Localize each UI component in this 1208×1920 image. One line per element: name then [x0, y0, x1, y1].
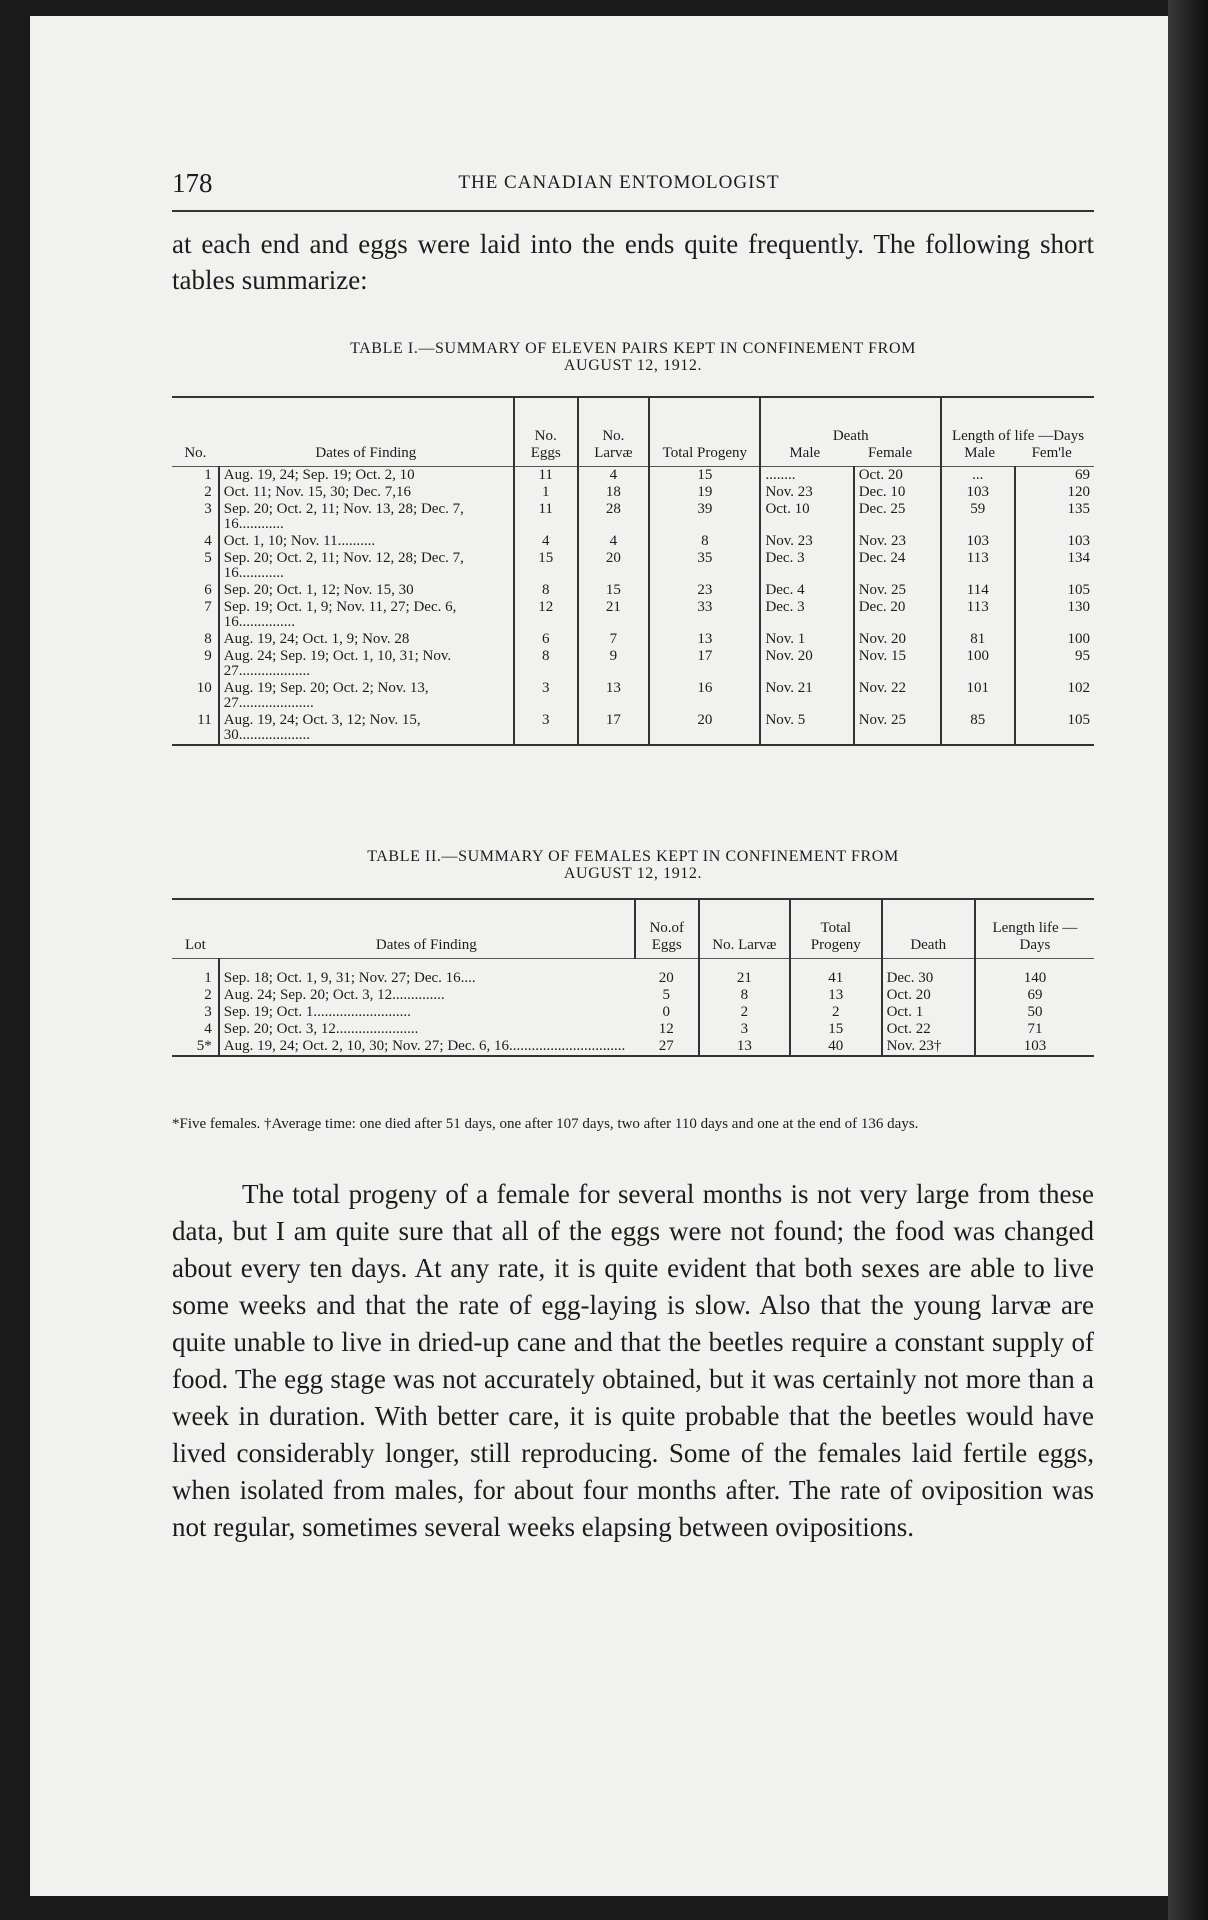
- table1-caption-line1: TABLE I.—SUMMARY OF ELEVEN PAIRS KEPT IN CONFINEMENT FROM: [350, 340, 916, 357]
- table2-cell-life: 103: [975, 1038, 1094, 1056]
- table2: [172, 898, 1094, 1057]
- table2-cell-larvae: 21: [699, 959, 790, 988]
- table1-row: [172, 582, 1094, 599]
- table1-cell-eggs: 8: [514, 582, 578, 599]
- table1-cell-death_female: Nov. 22: [854, 680, 941, 712]
- table2-header-row: [172, 899, 1094, 959]
- table2-row: [172, 1021, 1094, 1038]
- table1-header-eggs: No. Eggs: [514, 397, 578, 467]
- table1-cell-death_male: Dec. 3: [760, 599, 853, 631]
- table1-cell-death_male: Nov. 1: [760, 631, 853, 648]
- table1-cell-eggs: 1: [514, 484, 578, 501]
- table1-cell-larvae: 4: [578, 533, 650, 550]
- table1-cell-life_female: 100: [1015, 631, 1094, 648]
- table1-cell-progeny: 35: [649, 550, 760, 582]
- table1-cell-eggs: 3: [514, 712, 578, 745]
- table2-header-life: Length life —Days: [975, 899, 1094, 959]
- table1-cell-death_female: Dec. 25: [854, 501, 941, 533]
- table1-cell-larvae: 17: [578, 712, 650, 745]
- table1-cell-eggs: 15: [514, 550, 578, 582]
- table1-cell-progeny: 19: [649, 484, 760, 501]
- table1-cell-dates: Oct. 11; Nov. 15, 30; Dec. 7,16: [219, 484, 514, 501]
- table1-cell-life_female: 105: [1015, 712, 1094, 745]
- table1-cell-no: 6: [204, 582, 212, 598]
- table2-header-larvae: No. Larvæ: [699, 899, 790, 959]
- table1-header-death: [760, 397, 941, 467]
- table1-cell-life_male: 101: [941, 680, 1015, 712]
- table1-cell-no: 10: [196, 680, 212, 696]
- table1-cell-death_female: Dec. 20: [854, 599, 941, 631]
- table1-cell-death_female: Dec. 24: [854, 550, 941, 582]
- table2-cell-eggs: 12: [658, 1021, 674, 1037]
- page-header: [142, 168, 1096, 200]
- table1-cell-larvae: 18: [578, 484, 650, 501]
- header-rule: [172, 210, 1094, 212]
- table1-cell-dates: Oct. 1, 10; Nov. 11..........: [219, 533, 514, 550]
- table2-header-lot: Lot: [172, 899, 219, 959]
- table1-cell-larvae: 21: [578, 599, 650, 631]
- table1-cell-no: 7: [204, 599, 212, 615]
- table2-cell-dates: Sep. 19; Oct. 1..........................: [219, 1004, 635, 1021]
- table1-row: [172, 533, 1094, 550]
- table2-cell-life: 50: [975, 1004, 1094, 1021]
- table1-cell-death_female: Nov. 20: [854, 631, 941, 648]
- table1-cell-life_female: 134: [1015, 550, 1094, 582]
- table1-cell-life_male: 114: [941, 582, 1015, 599]
- table2-cell-dates: Sep. 20; Oct. 3, 12......................: [219, 1021, 635, 1038]
- table2-cell-lot: 3: [204, 1004, 212, 1020]
- table1-cell-death_female: Nov. 25: [854, 582, 941, 599]
- table2-row: [172, 959, 1094, 988]
- table1-cell-eggs: 3: [514, 680, 578, 712]
- table1-cell-larvae: 28: [578, 501, 650, 533]
- table1-row: [172, 712, 1094, 745]
- table1-header-death-female: Female: [867, 445, 913, 461]
- table2-cell-eggs: 27: [658, 1038, 674, 1054]
- table1-cell-death_female: Oct. 20: [854, 467, 941, 485]
- table1-cell-life_female: 95: [1015, 648, 1094, 680]
- table2-cell-dates: Aug. 19, 24; Oct. 2, 10, 30; Nov. 27; Dec. 6, 16...............................: [219, 1038, 635, 1056]
- table1-cell-no: 1: [204, 467, 212, 483]
- table1-cell-dates: Sep. 20; Oct. 2, 11; Nov. 12, 28; Dec. 7, 16............: [219, 550, 514, 582]
- table1-cell-life_male: 81: [941, 631, 1015, 648]
- table1-cell-no: 2: [204, 484, 212, 500]
- table1-cell-life_male: 113: [941, 550, 1015, 582]
- table1-row: [172, 484, 1094, 501]
- table1-header-life-female: Fem'le: [1031, 445, 1072, 461]
- table2-cell-life: 69: [975, 987, 1094, 1004]
- table2-cell-larvae: 2: [699, 1004, 790, 1021]
- book-binding: [1168, 0, 1208, 1920]
- table1-cell-progeny: 16: [649, 680, 760, 712]
- table1-cell-life_female: 103: [1015, 533, 1094, 550]
- table1-cell-progeny: 15: [649, 467, 760, 485]
- table2-header-death: Death: [882, 899, 975, 959]
- table1-cell-eggs: 4: [514, 533, 578, 550]
- table2-cell-lot: 1: [204, 970, 212, 986]
- table2-footnote: *Five females. †Average time: one died after 51 days, one after 107 days, two after 110 days and one at the end of 136 days.: [172, 1116, 919, 1132]
- table1-cell-no: 5: [204, 550, 212, 566]
- table1-header-no: No.: [172, 397, 219, 467]
- table1-cell-dates: Aug. 19; Sep. 20; Oct. 2; Nov. 13, 27....................: [219, 680, 514, 712]
- table2-row: [172, 987, 1094, 1004]
- table1-cell-life_male: 100: [941, 648, 1015, 680]
- table1-cell-life_female: 105: [1015, 582, 1094, 599]
- table2-cell-lot: 2: [204, 987, 212, 1003]
- table2-caption-line1: TABLE II.—SUMMARY OF FEMALES KEPT IN CONFINEMENT FROM: [367, 848, 899, 865]
- table2-cell-larvae: 13: [699, 1038, 790, 1056]
- table1-cell-larvae: 4: [578, 467, 650, 485]
- table1-cell-death_female: Nov. 25: [854, 712, 941, 745]
- table2-cell-death: Dec. 30: [882, 959, 975, 988]
- table1-cell-larvae: 13: [578, 680, 650, 712]
- table2-cell-larvae: 3: [699, 1021, 790, 1038]
- table1-header-dates: Dates of Finding: [219, 397, 514, 467]
- table1-row: [172, 631, 1094, 648]
- table2-cell-dates: Sep. 18; Oct. 1, 9, 31; Nov. 27; Dec. 16....: [219, 959, 635, 988]
- table1-cell-progeny: 13: [649, 631, 760, 648]
- table1-cell-progeny: 8: [649, 533, 760, 550]
- table1-cell-larvae: 7: [578, 631, 650, 648]
- table1-row: [172, 680, 1094, 712]
- table1-row: [172, 599, 1094, 631]
- table1-cell-death_female: Nov. 23: [854, 533, 941, 550]
- table2-cell-lot: 5*: [196, 1038, 212, 1054]
- table1-header-life-label: Length of life —Days: [951, 428, 1085, 444]
- table2-cell-death: Oct. 20: [882, 987, 975, 1004]
- table1-cell-progeny: 17: [649, 648, 760, 680]
- table2-cell-progeny: 13: [790, 987, 882, 1004]
- closing-paragraph: The total progeny of a female for several months is not very large from these data, but I am quite sure that all of the eggs were not found; the food was changed about every ten days. At any rate, it is quite evident that both sexes are able to live some weeks and that the rate of egg-laying is slow. Also that the young larvæ are quite unable to live in dried-up cane and that the beetles require a constant supply of food. The egg stage was not accurately obtained, but it was certainly not more than a week in duration. With better care, it is quite probable that the beetles would have lived considerably longer, still reproducing. Some of the females laid fertile eggs, when isolated from males, for about four months after. The rate of oviposition was not regular, sometimes several weeks elapsing between ovipositions.: [172, 1179, 1094, 1542]
- table2-header-eggs: No.of Eggs: [635, 899, 699, 959]
- intro-paragraph: at each end and eggs were laid into the ends quite frequently. The following short tables summarize:: [172, 229, 1094, 295]
- table1-row: [172, 467, 1094, 485]
- table1-cell-death_male: ........: [760, 467, 853, 485]
- table1-cell-no: 9: [204, 648, 212, 664]
- table1-cell-no: 3: [204, 501, 212, 517]
- table1-cell-life_female: 130: [1015, 599, 1094, 631]
- table1-cell-no: 8: [204, 631, 212, 647]
- table2-cell-dates: Aug. 24; Sep. 20; Oct. 3, 12..............: [219, 987, 635, 1004]
- table1-header-life: [941, 397, 1094, 467]
- table2-caption: [172, 848, 1094, 882]
- table2-cell-death: Oct. 1: [882, 1004, 975, 1021]
- table1-cell-progeny: 33: [649, 599, 760, 631]
- table1-row: [172, 648, 1094, 680]
- table1-cell-death_male: Nov. 20: [760, 648, 853, 680]
- table1-cell-life_male: 103: [941, 484, 1015, 501]
- table1-cell-no: 11: [197, 712, 212, 728]
- table1-cell-larvae: 15: [578, 582, 650, 599]
- table1-cell-life_female: 120: [1015, 484, 1094, 501]
- table1-caption: [172, 340, 1094, 374]
- table1-caption-line2: AUGUST 12, 1912.: [563, 357, 703, 374]
- table1-cell-life_male: ...: [941, 467, 1015, 485]
- table2-cell-progeny: 40: [790, 1038, 882, 1056]
- table2-row: [172, 1038, 1094, 1056]
- table1-cell-dates: Aug. 19, 24; Oct. 1, 9; Nov. 28: [219, 631, 514, 648]
- table1-cell-dates: Aug. 19, 24; Oct. 3, 12; Nov. 15, 30...................: [219, 712, 514, 745]
- table2-cell-larvae: 8: [699, 987, 790, 1004]
- table1-header-life-male: Male: [964, 445, 996, 461]
- table1-row: [172, 550, 1094, 582]
- table2-cell-progeny: 41: [790, 959, 882, 988]
- table1-cell-death_male: Oct. 10: [760, 501, 853, 533]
- table1-cell-life_male: 103: [941, 533, 1015, 550]
- table1-cell-progeny: 20: [649, 712, 760, 745]
- table1-cell-progeny: 39: [649, 501, 760, 533]
- table1-cell-death_male: Dec. 3: [760, 550, 853, 582]
- table1-cell-dates: Sep. 19; Oct. 1, 9; Nov. 11, 27; Dec. 6, 16...............: [219, 599, 514, 631]
- table1-cell-life_female: 102: [1015, 680, 1094, 712]
- table1-body: [172, 467, 1094, 746]
- journal-title: THE CANADIAN ENTOMOLOGIST: [458, 172, 780, 193]
- table1-header-death-label: Death: [832, 428, 869, 444]
- table1-cell-life_male: 85: [941, 712, 1015, 745]
- table1-cell-death_female: Dec. 10: [854, 484, 941, 501]
- table1-cell-progeny: 23: [649, 582, 760, 599]
- table2-cell-death: Nov. 23†: [882, 1038, 975, 1056]
- table2-cell-progeny: 15: [790, 1021, 882, 1038]
- table1-cell-eggs: 8: [514, 648, 578, 680]
- table2-cell-progeny: 2: [790, 1004, 882, 1021]
- page-number: 178: [172, 168, 213, 198]
- table2-header-dates: Dates of Finding: [219, 899, 635, 959]
- table1-header-progeny: Total Progeny: [649, 397, 760, 467]
- table1-cell-life_female: 135: [1015, 501, 1094, 533]
- table1-cell-life_male: 59: [941, 501, 1015, 533]
- table1-cell-death_male: Dec. 4: [760, 582, 853, 599]
- table1-cell-dates: Aug. 19, 24; Sep. 19; Oct. 2, 10: [219, 467, 514, 485]
- table1-header-row: [172, 397, 1094, 467]
- table1-cell-eggs: 6: [514, 631, 578, 648]
- table2-cell-life: 71: [975, 1021, 1094, 1038]
- table2-cell-eggs: 20: [658, 970, 674, 986]
- table1-cell-eggs: 11: [514, 501, 578, 533]
- table2-cell-eggs: 0: [662, 1004, 671, 1020]
- table1-cell-dates: Aug. 24; Sep. 19; Oct. 1, 10, 31; Nov. 27...................: [219, 648, 514, 680]
- table2-cell-death: Oct. 22: [882, 1021, 975, 1038]
- table2-cell-life: 140: [975, 959, 1094, 988]
- table1-cell-larvae: 20: [578, 550, 650, 582]
- table1-cell-no: 4: [204, 533, 212, 549]
- table1-cell-death_male: Nov. 21: [760, 680, 853, 712]
- table1-cell-eggs: 12: [514, 599, 578, 631]
- table2-body: [172, 959, 1094, 1057]
- table1: [172, 396, 1094, 746]
- table1-header-death-male: Male: [789, 445, 821, 461]
- table1-cell-death_male: Nov. 23: [760, 484, 853, 501]
- table2-cell-eggs: 5: [662, 987, 671, 1003]
- table1-row: [172, 501, 1094, 533]
- table1-header-larvae: No. Larvæ: [578, 397, 650, 467]
- table1-cell-dates: Sep. 20; Oct. 1, 12; Nov. 15, 30: [219, 582, 514, 599]
- table2-cell-lot: 4: [204, 1021, 212, 1037]
- table1-cell-death_female: Nov. 15: [854, 648, 941, 680]
- table2-header-progeny: Total Progeny: [790, 899, 882, 959]
- table1-cell-death_male: Nov. 5: [760, 712, 853, 745]
- table1-cell-dates: Sep. 20; Oct. 2, 11; Nov. 13, 28; Dec. 7, 16............: [219, 501, 514, 533]
- table1-cell-life_female: 69: [1015, 467, 1094, 485]
- table2-row: [172, 1004, 1094, 1021]
- table2-caption-line2: AUGUST 12, 1912.: [563, 865, 703, 882]
- table1-cell-eggs: 11: [514, 467, 578, 485]
- table1-cell-larvae: 9: [578, 648, 650, 680]
- table1-cell-death_male: Nov. 23: [760, 533, 853, 550]
- table1-cell-life_male: 113: [941, 599, 1015, 631]
